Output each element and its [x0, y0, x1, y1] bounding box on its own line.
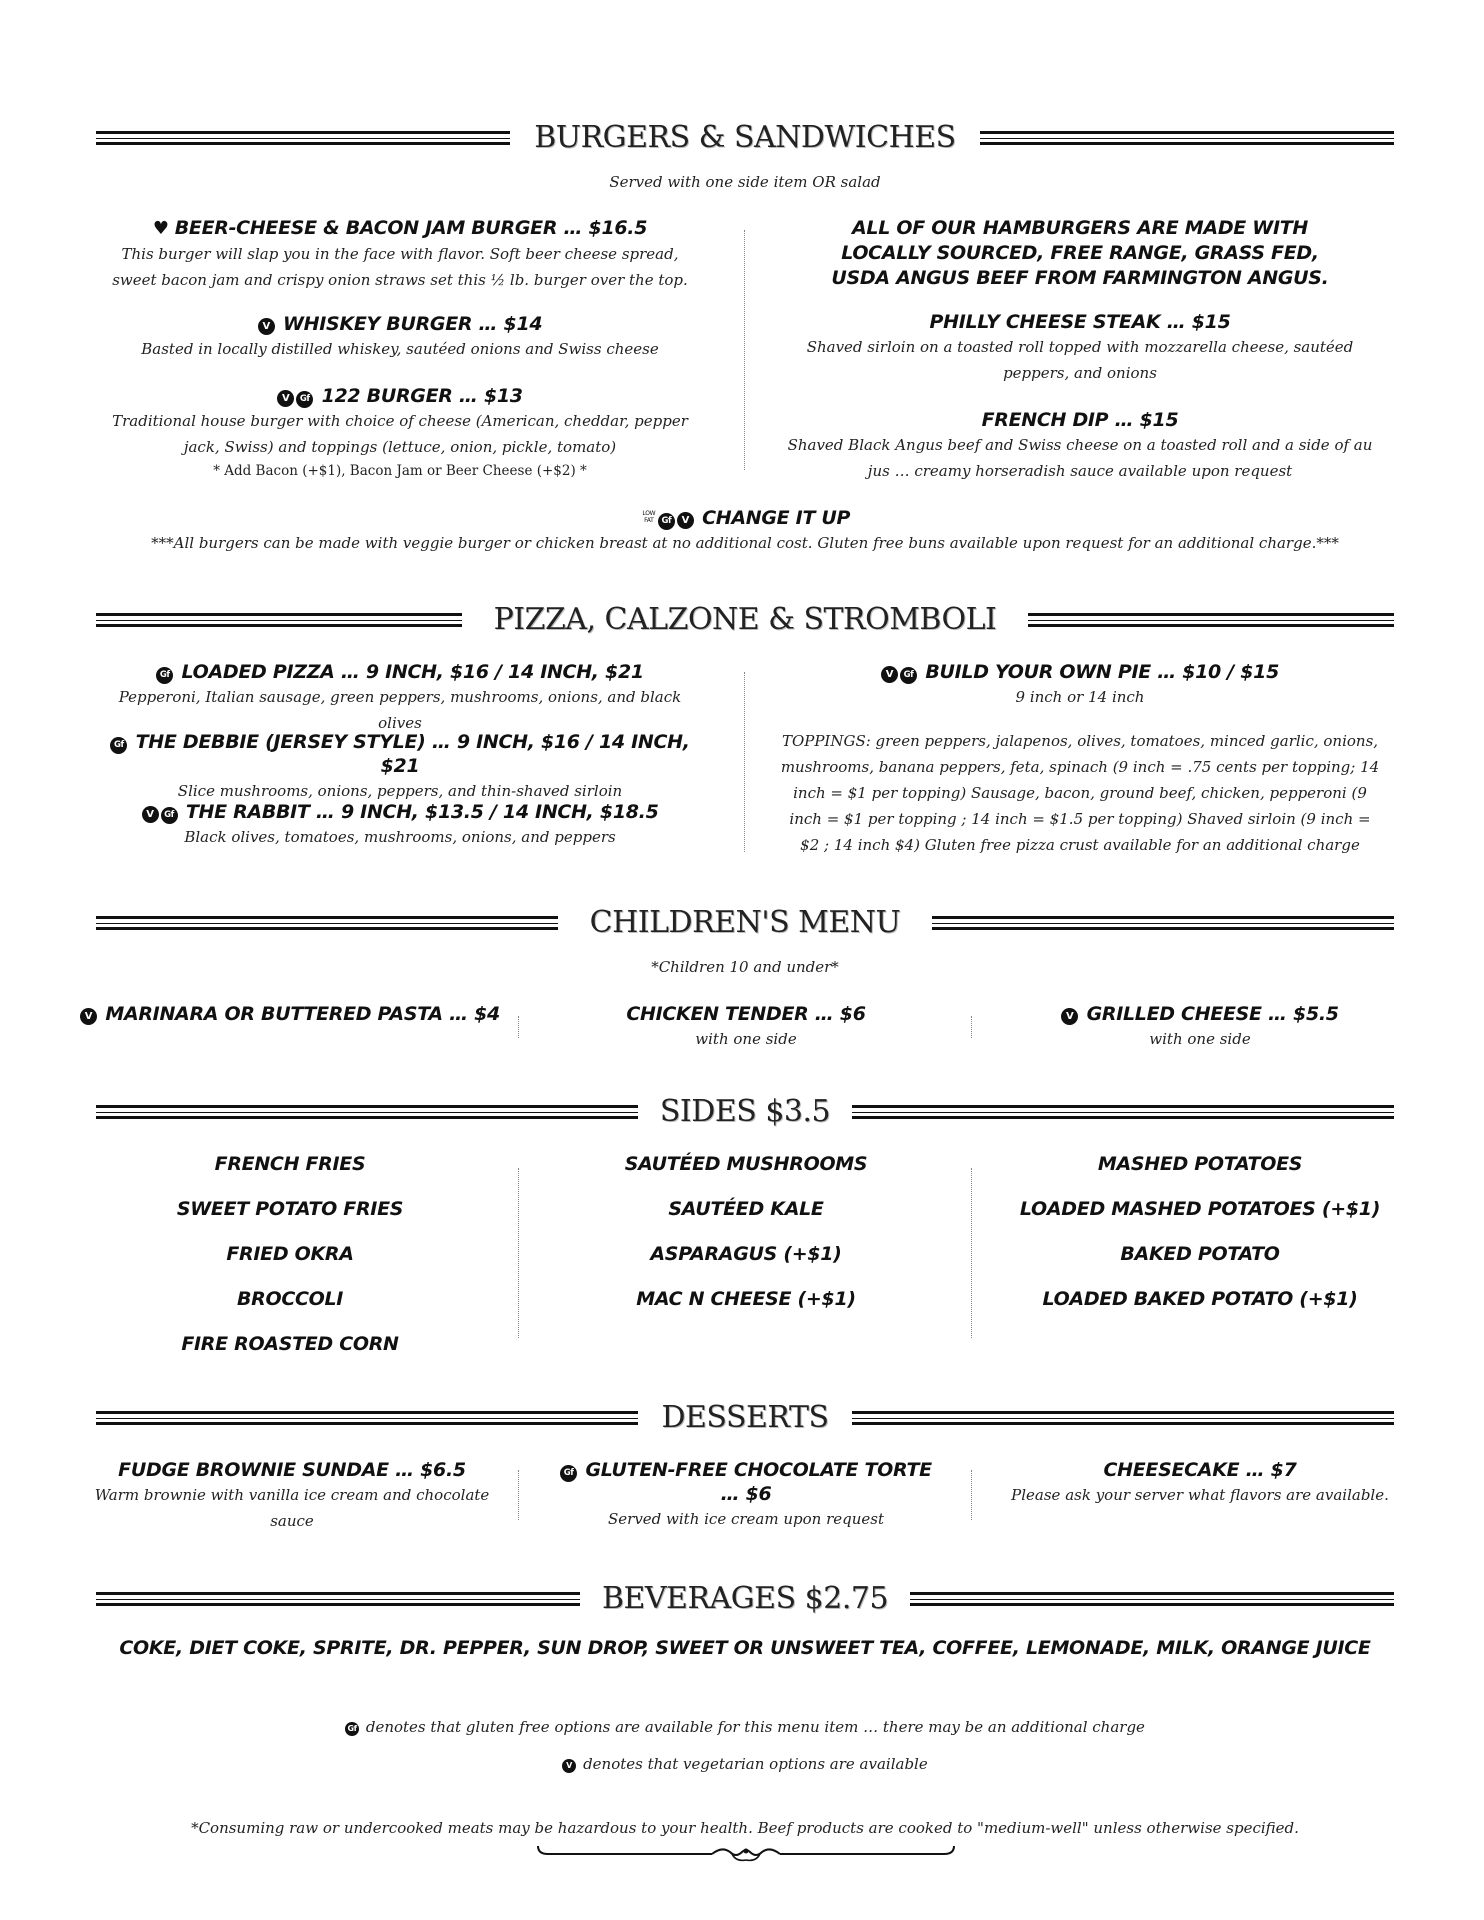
menu-item	[780, 310, 1380, 386]
item-description: Traditional house burger with choice of cheese (American, cheddar, pepper jack, Swiss) and toppings (lettuce, onion, pickle, tomato)	[112, 412, 688, 456]
item-name: WHISKEY BURGER … $14	[283, 313, 543, 335]
vegetarian-icon: V	[881, 666, 898, 683]
item-name: THE RABBIT … 9 INCH, $13.5 / 14 INCH, $18.5	[185, 801, 659, 823]
menu-item	[536, 1002, 956, 1052]
vegetarian-icon: V	[1061, 1008, 1078, 1025]
item-name: FRENCH DIP … $15	[981, 409, 1179, 431]
section-title: DESSERTS	[661, 1400, 829, 1435]
vegetarian-icon: V	[277, 390, 294, 407]
side-item: ASPARAGUS (+$1)	[650, 1243, 842, 1265]
item-description: Slice mushrooms, onions, peppers, and thin-shaved sirloin	[177, 782, 623, 800]
menu-item	[92, 1458, 492, 1534]
side-item: MAC N CHEESE (+$1)	[636, 1288, 856, 1310]
side-item: BAKED POTATO	[1120, 1243, 1280, 1265]
section-title: CHILDREN'S MENU	[589, 905, 901, 940]
menu-item	[100, 660, 700, 736]
vegetarian-icon: V	[562, 1759, 576, 1773]
beef-notice: ALL OF OUR HAMBURGERS ARE MADE WITH LOCALLY SOURCED, FREE RANGE, GRASS FED, USDA ANGUS BEEF FROM FARMINGTON ANGUS.	[831, 217, 1329, 289]
section-header-sides	[96, 1092, 1394, 1132]
side-item: FRENCH FRIES	[214, 1153, 366, 1175]
flourish-ornament-icon	[536, 1842, 956, 1866]
side-item: SAUTÉED KALE	[668, 1198, 824, 1220]
section-title: BURGERS & SANDWICHES	[534, 120, 956, 155]
low-fat-icon: LOW FAT	[642, 510, 656, 524]
side-item: BROCCOLI	[236, 1288, 344, 1310]
gluten-free-icon: Gf	[156, 667, 173, 684]
section-header-pizza	[96, 600, 1394, 640]
item-name: GRILLED CHEESE … $5.5	[1086, 1003, 1339, 1025]
menu-item	[100, 730, 700, 804]
column-divider	[518, 1168, 519, 1338]
item-description: with one side	[1149, 1030, 1251, 1048]
item-description: Black olives, tomatoes, mushrooms, onions, and peppers	[184, 828, 616, 846]
side-item: SWEET POTATO FRIES	[176, 1198, 404, 1220]
column-divider	[518, 1470, 519, 1520]
section-header-desserts	[96, 1398, 1394, 1438]
section-title: PIZZA, CALZONE & STROMBOLI	[493, 602, 997, 637]
item-description: Please ask your server what flavors are available.	[1011, 1486, 1389, 1504]
gluten-free-icon: Gf	[658, 513, 675, 530]
toppings-list: TOPPINGS: green peppers, jalapenos, olives, tomatoes, minced garlic, onions, mushrooms, banana peppers, feta, spinach (9 inch = .75 cents per topping; 14 inch = $1 per topping) Sausage, bacon, ground beef, chicken, pepperoni (9 inch = $1 per topping ; 14 inch = $1.5 per topping) Shaved sirloin (9 inch = $2 ; 14 inch $4) Gluten free pizza crust available for an additional charge	[780, 732, 1380, 854]
item-name: LOADED PIZZA … 9 INCH, $16 / 14 INCH, $21	[181, 661, 644, 683]
menu-item	[780, 408, 1380, 484]
item-description: Shaved sirloin on a toasted roll topped with mozzarella cheese, sautéed peppers, and onions	[806, 338, 1354, 382]
gluten-free-icon: Gf	[560, 1465, 577, 1482]
side-item: LOADED BAKED POTATO (+$1)	[1042, 1288, 1358, 1310]
item-description: ***All burgers can be made with veggie burger or chicken breast at no additional cost. Gluten free buns available upon request for an additional charge.***	[151, 534, 1339, 552]
item-description: with one side	[695, 1030, 797, 1048]
item-name: PHILLY CHEESE STEAK … $15	[929, 311, 1231, 333]
item-name: GLUTEN-FREE CHOCOLATE TORTE … $6	[585, 1459, 932, 1505]
section-subtitle: *Children 10 and under*	[651, 958, 839, 976]
item-name: BUILD YOUR OWN PIE … $10 / $15	[925, 661, 1280, 683]
menu-item-build-your-own	[780, 660, 1380, 858]
item-note: * Add Bacon (+$1), Bacon Jam or Beer Cheese (+$2) *	[213, 463, 587, 479]
side-item: SAUTÉED MUSHROOMS	[624, 1153, 868, 1175]
column-divider	[518, 1016, 519, 1038]
vegetarian-icon: V	[80, 1008, 97, 1025]
item-description: Basted in locally distilled whiskey, sautéed onions and Swiss cheese	[141, 340, 659, 358]
side-item: LOADED MASHED POTATOES (+$1)	[1019, 1198, 1381, 1220]
vegetarian-icon: V	[142, 806, 159, 823]
item-name: CHANGE IT UP	[702, 507, 851, 529]
item-description: Served with ice cream upon request	[608, 1510, 884, 1528]
menu-item	[990, 1002, 1410, 1052]
menu-item	[990, 1458, 1410, 1508]
menu-item	[100, 384, 700, 482]
column-divider	[971, 1470, 972, 1520]
menu-item	[80, 1002, 500, 1026]
menu-item	[100, 216, 700, 293]
item-description: This burger will slap you in the face with flavor. Soft beer cheese spread, sweet bacon jam and crispy onion straws set this ½ lb. burger over the top.	[112, 245, 688, 289]
side-item: FIRE ROASTED CORN	[181, 1333, 399, 1355]
gluten-free-icon: Gf	[900, 667, 917, 684]
item-name: CHEESECAKE … $7	[1103, 1459, 1297, 1481]
gluten-free-icon: Gf	[161, 807, 178, 824]
side-item: MASHED POTATOES	[1097, 1153, 1303, 1175]
item-name: THE DEBBIE (JERSEY STYLE) … 9 INCH, $16 / 14 INCH, $21	[135, 731, 690, 777]
section-title: SIDES $3.5	[659, 1094, 831, 1129]
section-title: BEVERAGES $2.75	[601, 1581, 889, 1616]
item-name: FUDGE BROWNIE SUNDAE … $6.5	[118, 1459, 466, 1481]
beverages-list: COKE, DIET COKE, SPRITE, DR. PEPPER, SUN DROP, SWEET OR UNSWEET TEA, COFFEE, LEMONADE, MILK, ORANGE JUICE	[119, 1637, 1371, 1659]
menu-item	[536, 1458, 956, 1532]
sides-column	[80, 1142, 500, 1367]
gluten-free-icon: Gf	[110, 737, 127, 754]
item-description: Pepperoni, Italian sausage, green peppers, mushrooms, onions, and black olives	[118, 688, 682, 732]
disclaimer: *Consuming raw or undercooked meats may be hazardous to your health. Beef products are cooked to "medium-well" unless otherwise specified.	[191, 1819, 1299, 1837]
change-it-up	[96, 506, 1394, 556]
section-header-beverages	[96, 1579, 1394, 1619]
item-name: 122 BURGER … $13	[321, 385, 523, 407]
column-divider	[744, 672, 745, 852]
section-subtitle: Served with one side item OR salad	[609, 173, 881, 191]
item-description: 9 inch or 14 inch	[1015, 688, 1145, 706]
vegetarian-icon: V	[258, 318, 275, 335]
item-description: Shaved Black Angus beef and Swiss cheese on a toasted roll and a side of au jus … creamy horseradish sauce available upon request	[787, 436, 1373, 480]
sides-column	[990, 1142, 1410, 1322]
item-name: BEER-CHEESE & BACON JAM BURGER … $16.5	[174, 217, 648, 239]
column-divider	[744, 230, 745, 470]
menu-item	[100, 800, 700, 850]
column-divider	[971, 1168, 972, 1338]
menu-item	[100, 312, 700, 362]
legend-gluten-free: Gf denotes that gluten free options are available for this menu item … there may be an additional charge	[96, 1716, 1394, 1738]
item-name: CHICKEN TENDER … $6	[626, 1003, 866, 1025]
sides-column	[536, 1142, 956, 1322]
column-divider	[971, 1016, 972, 1038]
item-description: Warm brownie with vanilla ice cream and chocolate sauce	[94, 1486, 490, 1530]
side-item: FRIED OKRA	[226, 1243, 354, 1265]
vegetarian-icon: V	[677, 512, 694, 529]
legend-vegetarian: V denotes that vegetarian options are available	[96, 1753, 1394, 1775]
heart-icon: ♥	[152, 218, 169, 239]
section-header-children	[96, 903, 1394, 943]
item-name: MARINARA OR BUTTERED PASTA … $4	[105, 1003, 500, 1025]
gluten-free-icon: Gf	[345, 1722, 359, 1736]
gluten-free-icon: Gf	[296, 391, 313, 408]
section-header-burgers	[96, 118, 1394, 158]
